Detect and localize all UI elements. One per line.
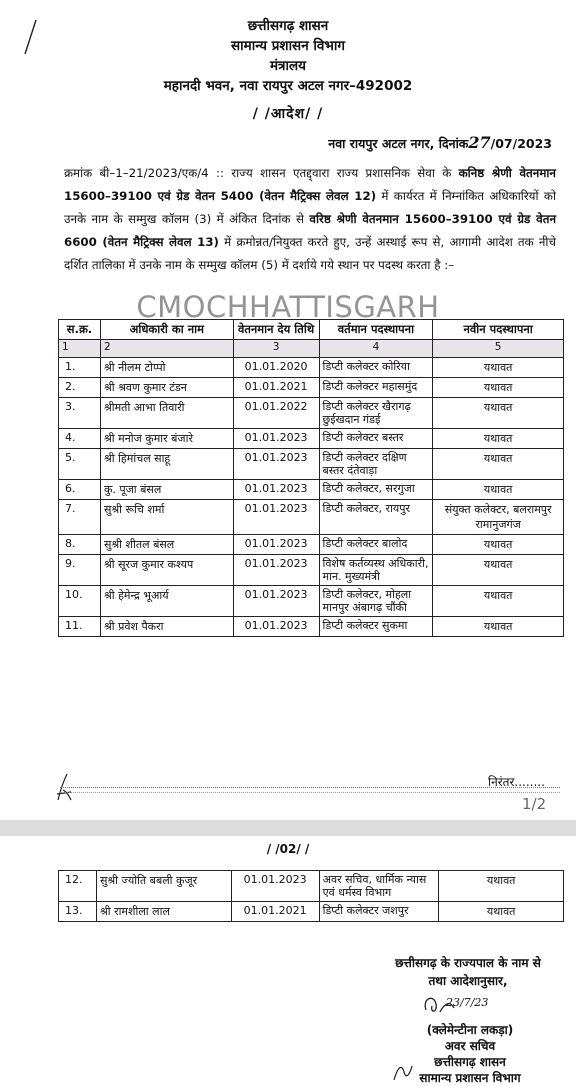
header-current-posting: वर्तमान पदस्थापना bbox=[319, 320, 433, 340]
colnum: 3 bbox=[233, 340, 319, 358]
row-current-posting: डिप्टी कलेक्टर महासमुंद bbox=[319, 378, 433, 398]
row-pay-date: 01.01.2023 bbox=[233, 480, 319, 500]
row-current-posting: विशेष कर्तव्यस्थ अधिकारी, मान. मुख्यमंत्री bbox=[319, 555, 433, 586]
page-divider bbox=[0, 820, 576, 836]
dateline-day: 27 bbox=[468, 133, 491, 152]
row-pay-date: 01.01.2023 bbox=[233, 449, 319, 480]
table-row bbox=[59, 429, 564, 449]
letterhead-address: महानदी भवन, नवा रायपुर अटल नगर–492002 bbox=[163, 78, 413, 94]
table-row bbox=[59, 398, 564, 429]
header-serial: स.क्र. bbox=[59, 320, 101, 340]
dateline-rest: /07/2023 bbox=[490, 136, 552, 151]
table-row bbox=[59, 500, 564, 535]
table-row bbox=[59, 378, 564, 398]
row-officer-name: श्री श्रवण कुमार टंडन bbox=[100, 378, 233, 398]
row-officer-name: श्री हिमांचल साहू bbox=[100, 449, 233, 480]
table-row bbox=[59, 480, 564, 500]
row-serial: 8. bbox=[59, 535, 101, 555]
row-pay-date: 01.01.2021 bbox=[231, 902, 319, 922]
order-paragraph bbox=[64, 162, 556, 277]
paragraph-part2: में कार्यरत में निम्नांकित अधिकारियों को उनके नाम के सम्मुख कॉलम (3) में अंकित दिनांक से bbox=[64, 189, 557, 226]
row-serial: 11. bbox=[59, 617, 101, 637]
row-current-posting: डिप्टी कलेक्टर दक्षिण बस्तर दंतेवाड़ा bbox=[319, 449, 433, 480]
page-two-marker: / /02/ / bbox=[266, 842, 310, 856]
row-pay-date: 01.01.2023 bbox=[231, 871, 319, 902]
row-new-posting: संयुक्त कलेक्टर, बलरामपुर रामानुजगंज bbox=[433, 500, 564, 535]
row-pay-date: 01.01.2023 bbox=[233, 586, 319, 617]
table-row bbox=[59, 617, 564, 637]
row-new-posting: यथावत bbox=[433, 617, 564, 637]
row-officer-name: श्री सूरज कुमार कश्यप bbox=[100, 555, 233, 586]
row-pay-date: 01.01.2023 bbox=[233, 429, 319, 449]
row-new-posting: यथावत bbox=[439, 871, 564, 902]
watermark: CMOCHHATTISGARH bbox=[136, 290, 440, 324]
row-serial: 12. bbox=[59, 871, 97, 902]
row-officer-name: कु. पूजा बंसल bbox=[100, 480, 233, 500]
row-new-posting: यथावत bbox=[433, 429, 564, 449]
page-break-line bbox=[60, 787, 560, 793]
table-row bbox=[59, 358, 564, 378]
row-serial: 6. bbox=[59, 480, 101, 500]
signatory-designation: अवर सचिव bbox=[444, 1039, 496, 1053]
posting-table-continued bbox=[58, 870, 564, 922]
initial-scribble bbox=[390, 1060, 414, 1084]
table-row bbox=[59, 449, 564, 480]
continued-label: निरंतर........ bbox=[488, 775, 545, 789]
order-dateline bbox=[328, 133, 552, 152]
row-officer-name: श्री हेमेन्द्र भूआर्य bbox=[100, 586, 233, 617]
letterhead-ministry: मंत्रालय bbox=[269, 58, 306, 74]
table-row bbox=[59, 871, 564, 902]
letterhead bbox=[0, 16, 576, 96]
colnum: 1 bbox=[59, 340, 101, 358]
row-serial: 1. bbox=[59, 358, 101, 378]
row-officer-name: श्रीमती आभा तिवारी bbox=[100, 398, 233, 429]
row-pay-date: 01.01.2023 bbox=[233, 535, 319, 555]
dateline-prefix: नवा रायपुर अटल नगर, दिनांक bbox=[328, 136, 469, 151]
order-title: / /आदेश/ / bbox=[252, 106, 324, 122]
row-pay-date: 01.01.2021 bbox=[233, 378, 319, 398]
header-pay-date: वेतनमान देय तिथि bbox=[233, 320, 319, 340]
row-serial: 13. bbox=[59, 902, 97, 922]
row-serial: 4. bbox=[59, 429, 101, 449]
row-new-posting: यथावत bbox=[433, 398, 564, 429]
table-row bbox=[59, 902, 564, 922]
paragraph-part1: क्रमांक बी–1–21/2023/एक/4 :: राज्य शासन एतद्द्वारा राज्य प्रशासनिक सेवा के bbox=[64, 166, 459, 180]
column-number-row bbox=[59, 340, 564, 358]
row-pay-date: 01.01.2020 bbox=[233, 358, 319, 378]
row-serial: 2. bbox=[59, 378, 101, 398]
row-new-posting: यथावत bbox=[433, 535, 564, 555]
table-row bbox=[59, 586, 564, 617]
row-new-posting: यथावत bbox=[433, 586, 564, 617]
table-row bbox=[59, 555, 564, 586]
row-current-posting: डिप्टी कलेक्टर, मोहला मानपुर अंबागढ़ चौंकी bbox=[319, 586, 433, 617]
row-serial: 5. bbox=[59, 449, 101, 480]
row-new-posting: यथावत bbox=[439, 902, 564, 922]
row-pay-date: 01.01.2023 bbox=[233, 617, 319, 637]
row-current-posting: डिप्टी कलेक्टर जशपुर bbox=[319, 902, 439, 922]
paragraph-part3: में क्रमोन्नत/नियुक्त करते हुए, उन्हें अस्थाई रूप से, आगामी आदेश तक नीचे दर्शित तालिका में उनके नाम के सम्मुख कॉलम (5) में दर्शाये गये स्थान पर पदस्थ करता है :– bbox=[64, 235, 556, 272]
row-current-posting: डिप्टी कलेक्टर खैरागढ़ छुईखदान गंडई bbox=[319, 398, 433, 429]
colnum: 2 bbox=[100, 340, 233, 358]
table-header-row bbox=[59, 320, 564, 340]
row-new-posting: यथावत bbox=[433, 555, 564, 586]
posting-table bbox=[58, 319, 564, 637]
header-officer-name: अधिकारी का नाम bbox=[100, 320, 233, 340]
row-new-posting: यथावत bbox=[433, 449, 564, 480]
row-officer-name: श्री नीलम टोप्पो bbox=[100, 358, 233, 378]
row-pay-date: 01.01.2023 bbox=[233, 555, 319, 586]
signatory-government: छत्तीसगढ़ शासन bbox=[434, 1055, 506, 1069]
row-serial: 3. bbox=[59, 398, 101, 429]
row-current-posting: डिप्टी कलेक्टर बालोद bbox=[319, 535, 433, 555]
row-serial: 7. bbox=[59, 500, 101, 535]
row-new-posting: यथावत bbox=[433, 480, 564, 500]
paragraph-bold2: वरिष्ठ श्रेणी वेतनमान 15600–39100 एवं ग्रेड वेतन 6600 (वेतन मैट्रिक्स लेवल 13) bbox=[64, 212, 556, 249]
row-new-posting: यथावत bbox=[433, 378, 564, 398]
letterhead-department: सामान्य प्रशासन विभाग bbox=[231, 38, 345, 54]
row-serial: 10. bbox=[59, 586, 101, 617]
row-current-posting: डिप्टी कलेक्टर सुकमा bbox=[319, 617, 433, 637]
signatory-department: सामान्य प्रशासन विभाग bbox=[419, 1071, 521, 1085]
paragraph-bold1: कनिष्ठ श्रेणी वेतनमान 15600–39100 एवं ग्रेड वेतन 5400 (वेतन मैट्रिक्स लेवल 12) bbox=[64, 166, 556, 203]
signatory-name: (क्लेमेन्टीना लकड़ा) bbox=[426, 1023, 514, 1037]
header-new-posting: नवीन पदस्थापना bbox=[433, 320, 564, 340]
row-pay-date: 01.01.2023 bbox=[233, 500, 319, 535]
row-officer-name: श्री मनोज कुमार बंजारे bbox=[100, 429, 233, 449]
row-officer-name: श्री प्रवेश पैकरा bbox=[100, 617, 233, 637]
colnum: 5 bbox=[433, 340, 564, 358]
authority-line1: छत्तीसगढ़ के राज्यपाल के नाम से bbox=[395, 956, 541, 970]
row-current-posting: डिप्टी कलेक्टर, रायपुर bbox=[319, 500, 433, 535]
authority-statement bbox=[360, 954, 576, 990]
row-pay-date: 01.01.2022 bbox=[233, 398, 319, 429]
row-current-posting: डिप्टी कलेक्टर, सरगुजा bbox=[319, 480, 433, 500]
row-current-posting: अवर सचिव, धार्मिक न्यास एवं धर्मस्व विभाग bbox=[319, 871, 439, 902]
row-officer-name: सुश्री ज्योति बबली कुजूर bbox=[96, 871, 231, 902]
signature-date: 23/7/23 bbox=[446, 996, 489, 1009]
row-officer-name: सुश्री रूचि शर्मा bbox=[100, 500, 233, 535]
colnum: 4 bbox=[319, 340, 433, 358]
row-current-posting: डिप्टी कलेक्टर कोरिया bbox=[319, 358, 433, 378]
page-indicator: 1/2 bbox=[522, 795, 547, 813]
authority-line2: तथा आदेशानुसार, bbox=[428, 974, 508, 988]
row-serial: 9. bbox=[59, 555, 101, 586]
table-row bbox=[59, 535, 564, 555]
row-new-posting: यथावत bbox=[433, 358, 564, 378]
row-officer-name: सुश्री शीतल बंसल bbox=[100, 535, 233, 555]
letterhead-government: छत्तीसगढ़ शासन bbox=[247, 18, 329, 34]
row-officer-name: श्री रामशीला लाल bbox=[96, 902, 231, 922]
row-current-posting: डिप्टी कलेक्टर बस्तर bbox=[319, 429, 433, 449]
